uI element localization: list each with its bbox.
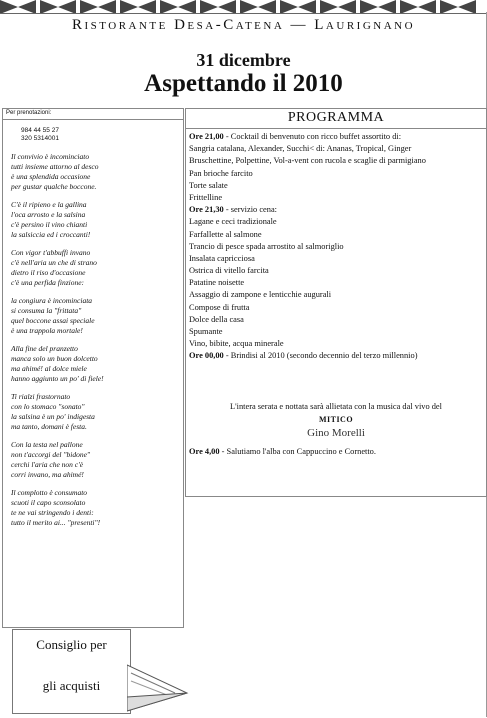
advice-line-2: gli acquisti [42, 678, 101, 693]
program-line: Lagane e ceci tradizionale [189, 217, 277, 227]
program-list [189, 131, 483, 363]
advice-line-1: Consiglio per [36, 637, 107, 652]
phone-1: 984 44 55 27 [21, 127, 59, 134]
event-title: Aspettando il 2010 [144, 70, 343, 97]
program-line: Dolce della casa [189, 314, 244, 324]
poem-stanza: Con vigor t'abbuffi invano c'è nell'aria un che di strano dietro il riso d'occasione c'è una perfida finzione: [11, 248, 97, 287]
restaurant-name: Ristorante Desa-Catena — Laurignano [71, 17, 416, 33]
poem-stanza: la congiura è incominciata si consuma la "frittata" quel boccone assai speciale è una trappola mortale! [11, 296, 95, 335]
program-line: Patatine noisette [189, 278, 245, 288]
poem-stanza: Con la testa nel pallone non t'accorgi del "bidone" cerchi l'aria che non c'è corri invano, ma ahimé! [11, 440, 91, 479]
poem-stanza: C'è il ripieno e la gallina l'oca arrosto e la salsina c'è persino il vino chianti la salsiccia ed i croccanti! [11, 200, 91, 239]
poem-stanza: Il complotto è consumato scuoti il capo sconsolato te ne vai stringendo i denti: tutto il merito ai... "presenti"! [11, 488, 101, 527]
program-line: Assaggio di zampone e lenticchie augurali [189, 290, 332, 300]
program-line: Ore 00,00 - Brindisi al 2010 (secondo decennio del terzo millennio) [189, 351, 418, 361]
poem [11, 152, 181, 536]
program-title: PROGRAMMA [287, 110, 385, 125]
program-line: Torte salate [189, 180, 228, 190]
program-line: Insalata capricciosa [189, 253, 255, 263]
poem-panel [2, 108, 184, 628]
phone-2: 320 5314001 [21, 135, 59, 142]
divider [3, 119, 183, 120]
phone-numbers [21, 127, 59, 143]
arrow-graphic [127, 663, 189, 713]
program-line: Frittelline [189, 192, 223, 202]
music-announcement: L'intera serata e nottata sarà allietata con la musica dal vivo del [230, 402, 442, 411]
event-date: 31 dicembre [196, 50, 291, 70]
program-line: Trancio di pesce spada arrostito al salmoriglio [189, 241, 344, 251]
program-line: Ostrica di vitello farcita [189, 266, 269, 276]
program-line: Compose di frutta [189, 302, 250, 312]
reservation-label: Per prenotazioni: [6, 110, 52, 116]
program-final-line: Ore 4,00 - Salutiamo l'alba con Cappuccino e Cornetto. [189, 447, 376, 456]
mitico-label: MITICO [318, 415, 354, 424]
program-line: Farfallette al salmone [189, 229, 262, 239]
program-panel [185, 108, 487, 497]
program-line: Ore 21,30 - servizio cena: [189, 205, 277, 215]
program-line: Sangria catalana, Alexander, Succhi< di: Ananas, Tropical, Ginger [189, 144, 412, 154]
program-line: Ore 21,00 - Cocktail di benvenuto con ricco buffet assortito di: [189, 132, 402, 141]
program-line: Pan brioche farcito [189, 168, 253, 178]
divider [186, 128, 486, 129]
program-line: Spumante [189, 327, 223, 336]
poem-stanza: Il convivio è incominciato tutti insieme attorno al desco è una splendida occasione per gustar qualche boccone. [11, 152, 99, 191]
poem-stanza: Ti rialzi frastornato con lo stomaco "sonato" la salsina è un po' indigesta ma tanto, domani è festa. [11, 392, 95, 431]
artist-name: Gino Morelli [307, 427, 365, 439]
shopping-advice-box [12, 629, 131, 714]
decorative-banner [0, 0, 487, 14]
program-line: Vino, bibite, acqua minerale [189, 339, 284, 349]
poem-stanza: Alla fine del pranzetto manca solo un buon dolcetto ma ahimé! al dolce miele hanno aggiunto un po' di fiele! [11, 344, 104, 383]
program-line: Bruschettine, Polpettine, Vol-a-vent con rucola e scaglie di parmigiano [189, 156, 426, 166]
